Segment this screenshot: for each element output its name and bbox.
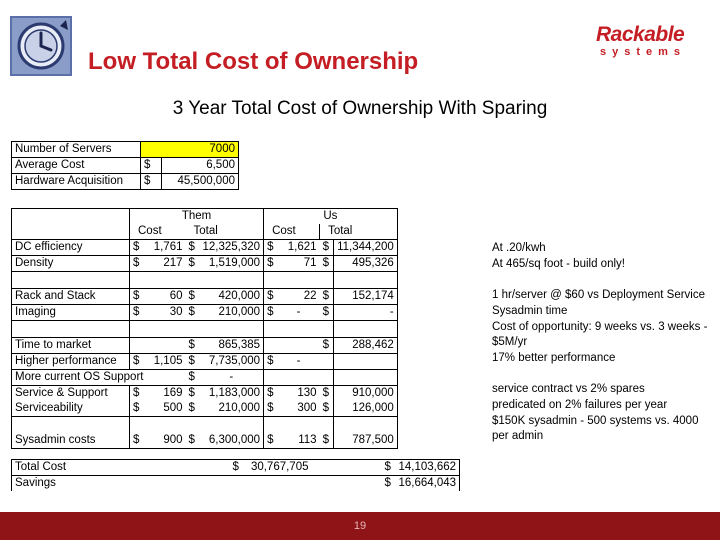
row-label: Density	[12, 256, 130, 272]
cell	[320, 370, 334, 386]
cell: 500	[163, 402, 183, 414]
clock-logo-icon	[10, 16, 72, 76]
page-number: 19	[353, 520, 367, 532]
note: $5M/yr	[492, 336, 528, 349]
table-header-row	[12, 224, 398, 240]
cell	[264, 370, 278, 386]
cell: $	[130, 256, 144, 272]
cell: $	[320, 433, 334, 449]
cell: 152,174	[334, 289, 398, 305]
col-them-total: Total	[193, 225, 218, 237]
cell: 6,300,000	[200, 433, 264, 449]
summary-label: Number of Servers	[12, 142, 141, 158]
row-label: Time to market	[12, 338, 130, 354]
footer-bar	[0, 512, 720, 540]
table-row	[12, 460, 460, 476]
cell	[334, 370, 398, 386]
note: At 465/sq foot - build only!	[492, 257, 625, 270]
cell: 900	[144, 433, 186, 449]
cell: $	[264, 256, 278, 272]
totals-table	[11, 459, 460, 491]
note: At .20/kwh	[492, 242, 546, 254]
cell: $	[186, 370, 200, 386]
cell: 1,761	[144, 240, 186, 256]
cell: $	[320, 256, 334, 272]
table-row	[12, 401, 398, 417]
cell: $	[130, 305, 144, 321]
cell: 910,000	[334, 386, 398, 402]
group-them: Them	[130, 209, 264, 225]
comparison-table	[11, 208, 398, 449]
table-row	[12, 433, 398, 449]
table-row	[12, 289, 398, 305]
row-label: Imaging	[12, 305, 130, 321]
row-label: Service & Support	[12, 386, 130, 402]
summary-table	[11, 141, 239, 190]
cell: $	[320, 386, 334, 402]
cell: $	[186, 256, 200, 272]
cell	[130, 338, 144, 354]
summary-currency: $	[141, 174, 162, 190]
cell: $	[186, 433, 200, 449]
cell: 217	[144, 256, 186, 272]
cell: $	[186, 240, 200, 256]
cell	[278, 338, 320, 354]
cell: $	[322, 402, 329, 414]
cell: 7,735,000	[200, 354, 264, 370]
brand-name: Rackable	[596, 23, 685, 46]
cell: $	[264, 240, 278, 256]
note: $150K sysadmin - 500 systems vs. 4000	[492, 414, 699, 427]
cell: 1,183,000	[200, 386, 264, 402]
row-label: Higher performance	[12, 354, 130, 370]
table-row	[12, 174, 239, 190]
row-label: Serviceability	[12, 401, 130, 417]
summary-label: Hardware Acquisition	[12, 174, 141, 190]
brand-sub: systems	[600, 46, 687, 58]
row-label: Rack and Stack	[12, 289, 130, 305]
note: per admin	[492, 430, 544, 443]
table-row	[12, 370, 398, 386]
cell: 130	[278, 386, 320, 402]
note: service contract vs 2% spares	[492, 383, 645, 396]
table-row	[12, 354, 398, 370]
summary-value: 6,500	[162, 158, 239, 174]
summary-currency: $	[141, 158, 162, 174]
cell: $	[320, 240, 334, 256]
notes-column	[492, 241, 720, 445]
cell: $	[186, 289, 200, 305]
cell: 495,326	[334, 256, 398, 272]
cell: 113	[278, 433, 320, 449]
note: 17% better performance	[492, 351, 616, 364]
cell: $	[320, 338, 334, 354]
cell: 210,000	[200, 305, 264, 321]
note: 1 hr/server @ $60 vs Deployment Service	[492, 289, 706, 302]
cell: $	[130, 354, 144, 370]
cell: 288,462	[334, 338, 398, 354]
cell: -	[200, 370, 264, 386]
table-header-row	[12, 209, 398, 225]
cell	[244, 476, 312, 492]
table-row	[12, 476, 460, 492]
cell: $	[264, 305, 278, 321]
table-row	[12, 338, 398, 354]
cell: $	[264, 433, 278, 449]
cell: 71	[278, 256, 320, 272]
cell: $	[130, 401, 144, 417]
cell	[278, 370, 320, 386]
cell: 14,103,662	[396, 460, 460, 476]
page-title: Low Total Cost of Ownership	[88, 48, 419, 75]
cell: 12,325,320	[200, 240, 264, 256]
cell: $	[130, 386, 144, 402]
summary-value: 7000	[141, 142, 239, 158]
table-row	[12, 158, 239, 174]
group-us: Us	[264, 209, 398, 225]
cell: $	[320, 289, 334, 305]
note: Sysadmin time	[492, 304, 568, 317]
cell: 210,000	[218, 402, 261, 414]
col-us-cost: Cost	[264, 224, 320, 240]
cell: 1,519,000	[200, 256, 264, 272]
cell: -	[278, 305, 320, 321]
cell: $	[130, 240, 144, 256]
cell: $	[186, 386, 200, 402]
cell: 1,105	[144, 354, 186, 370]
cell: $	[264, 386, 278, 402]
note: Cost of opportunity: 9 weeks vs. 3 weeks -	[492, 320, 708, 333]
cell: $	[186, 338, 200, 354]
summary-value: 45,500,000	[162, 174, 239, 190]
cell: 22	[278, 289, 320, 305]
cell: 1,621	[278, 240, 320, 256]
cell: 30	[144, 305, 186, 321]
table-row	[12, 256, 398, 272]
subtitle: 3 Year Total Cost of Ownership With Sparing	[172, 98, 548, 119]
cell: $	[382, 476, 396, 492]
col-us-total: Total	[320, 224, 398, 240]
cell	[264, 338, 278, 354]
cell: 16,664,043	[396, 476, 460, 492]
cell: $	[264, 354, 278, 370]
cell	[144, 338, 186, 354]
row-label: Total Cost	[12, 460, 230, 476]
note	[492, 272, 720, 288]
table-row	[12, 321, 398, 338]
cell: $	[264, 401, 278, 417]
table-row	[12, 386, 398, 402]
cell: 300	[297, 402, 317, 414]
row-label: DC efficiency	[12, 240, 130, 256]
cell: $	[130, 289, 144, 305]
cell: $	[230, 460, 244, 476]
cell: $	[382, 460, 396, 476]
cell: -	[278, 354, 320, 370]
cell: $	[188, 402, 195, 414]
cell: $	[320, 305, 334, 321]
col-them-cost: Cost	[130, 224, 186, 240]
cell	[334, 354, 398, 370]
note: predicated on 2% failures per year	[492, 399, 668, 412]
note	[492, 367, 720, 383]
cell: 126,000	[334, 401, 398, 417]
row-label: More current OS Support	[12, 370, 186, 386]
table-row	[12, 305, 398, 321]
cell: 30,767,705	[244, 460, 312, 476]
table-row	[12, 142, 239, 158]
cell: 420,000	[200, 289, 264, 305]
cell: $	[186, 354, 200, 370]
cell: 11,344,200	[334, 240, 398, 256]
brand-logo	[596, 24, 708, 64]
table-row	[12, 272, 398, 289]
summary-label: Average Cost	[12, 158, 141, 174]
cell: 865,385	[200, 338, 264, 354]
row-label: Sysadmin costs	[12, 433, 130, 449]
cell: $	[130, 433, 144, 449]
cell: -	[334, 305, 398, 321]
cell: 787,500	[334, 433, 398, 449]
cell: 169	[144, 386, 186, 402]
cell: $	[264, 289, 278, 305]
cell: $	[186, 305, 200, 321]
cell	[230, 476, 244, 492]
table-row	[12, 240, 398, 256]
cell	[320, 354, 334, 370]
row-label: Savings	[12, 476, 230, 492]
table-row	[12, 417, 398, 434]
cell: 60	[144, 289, 186, 305]
